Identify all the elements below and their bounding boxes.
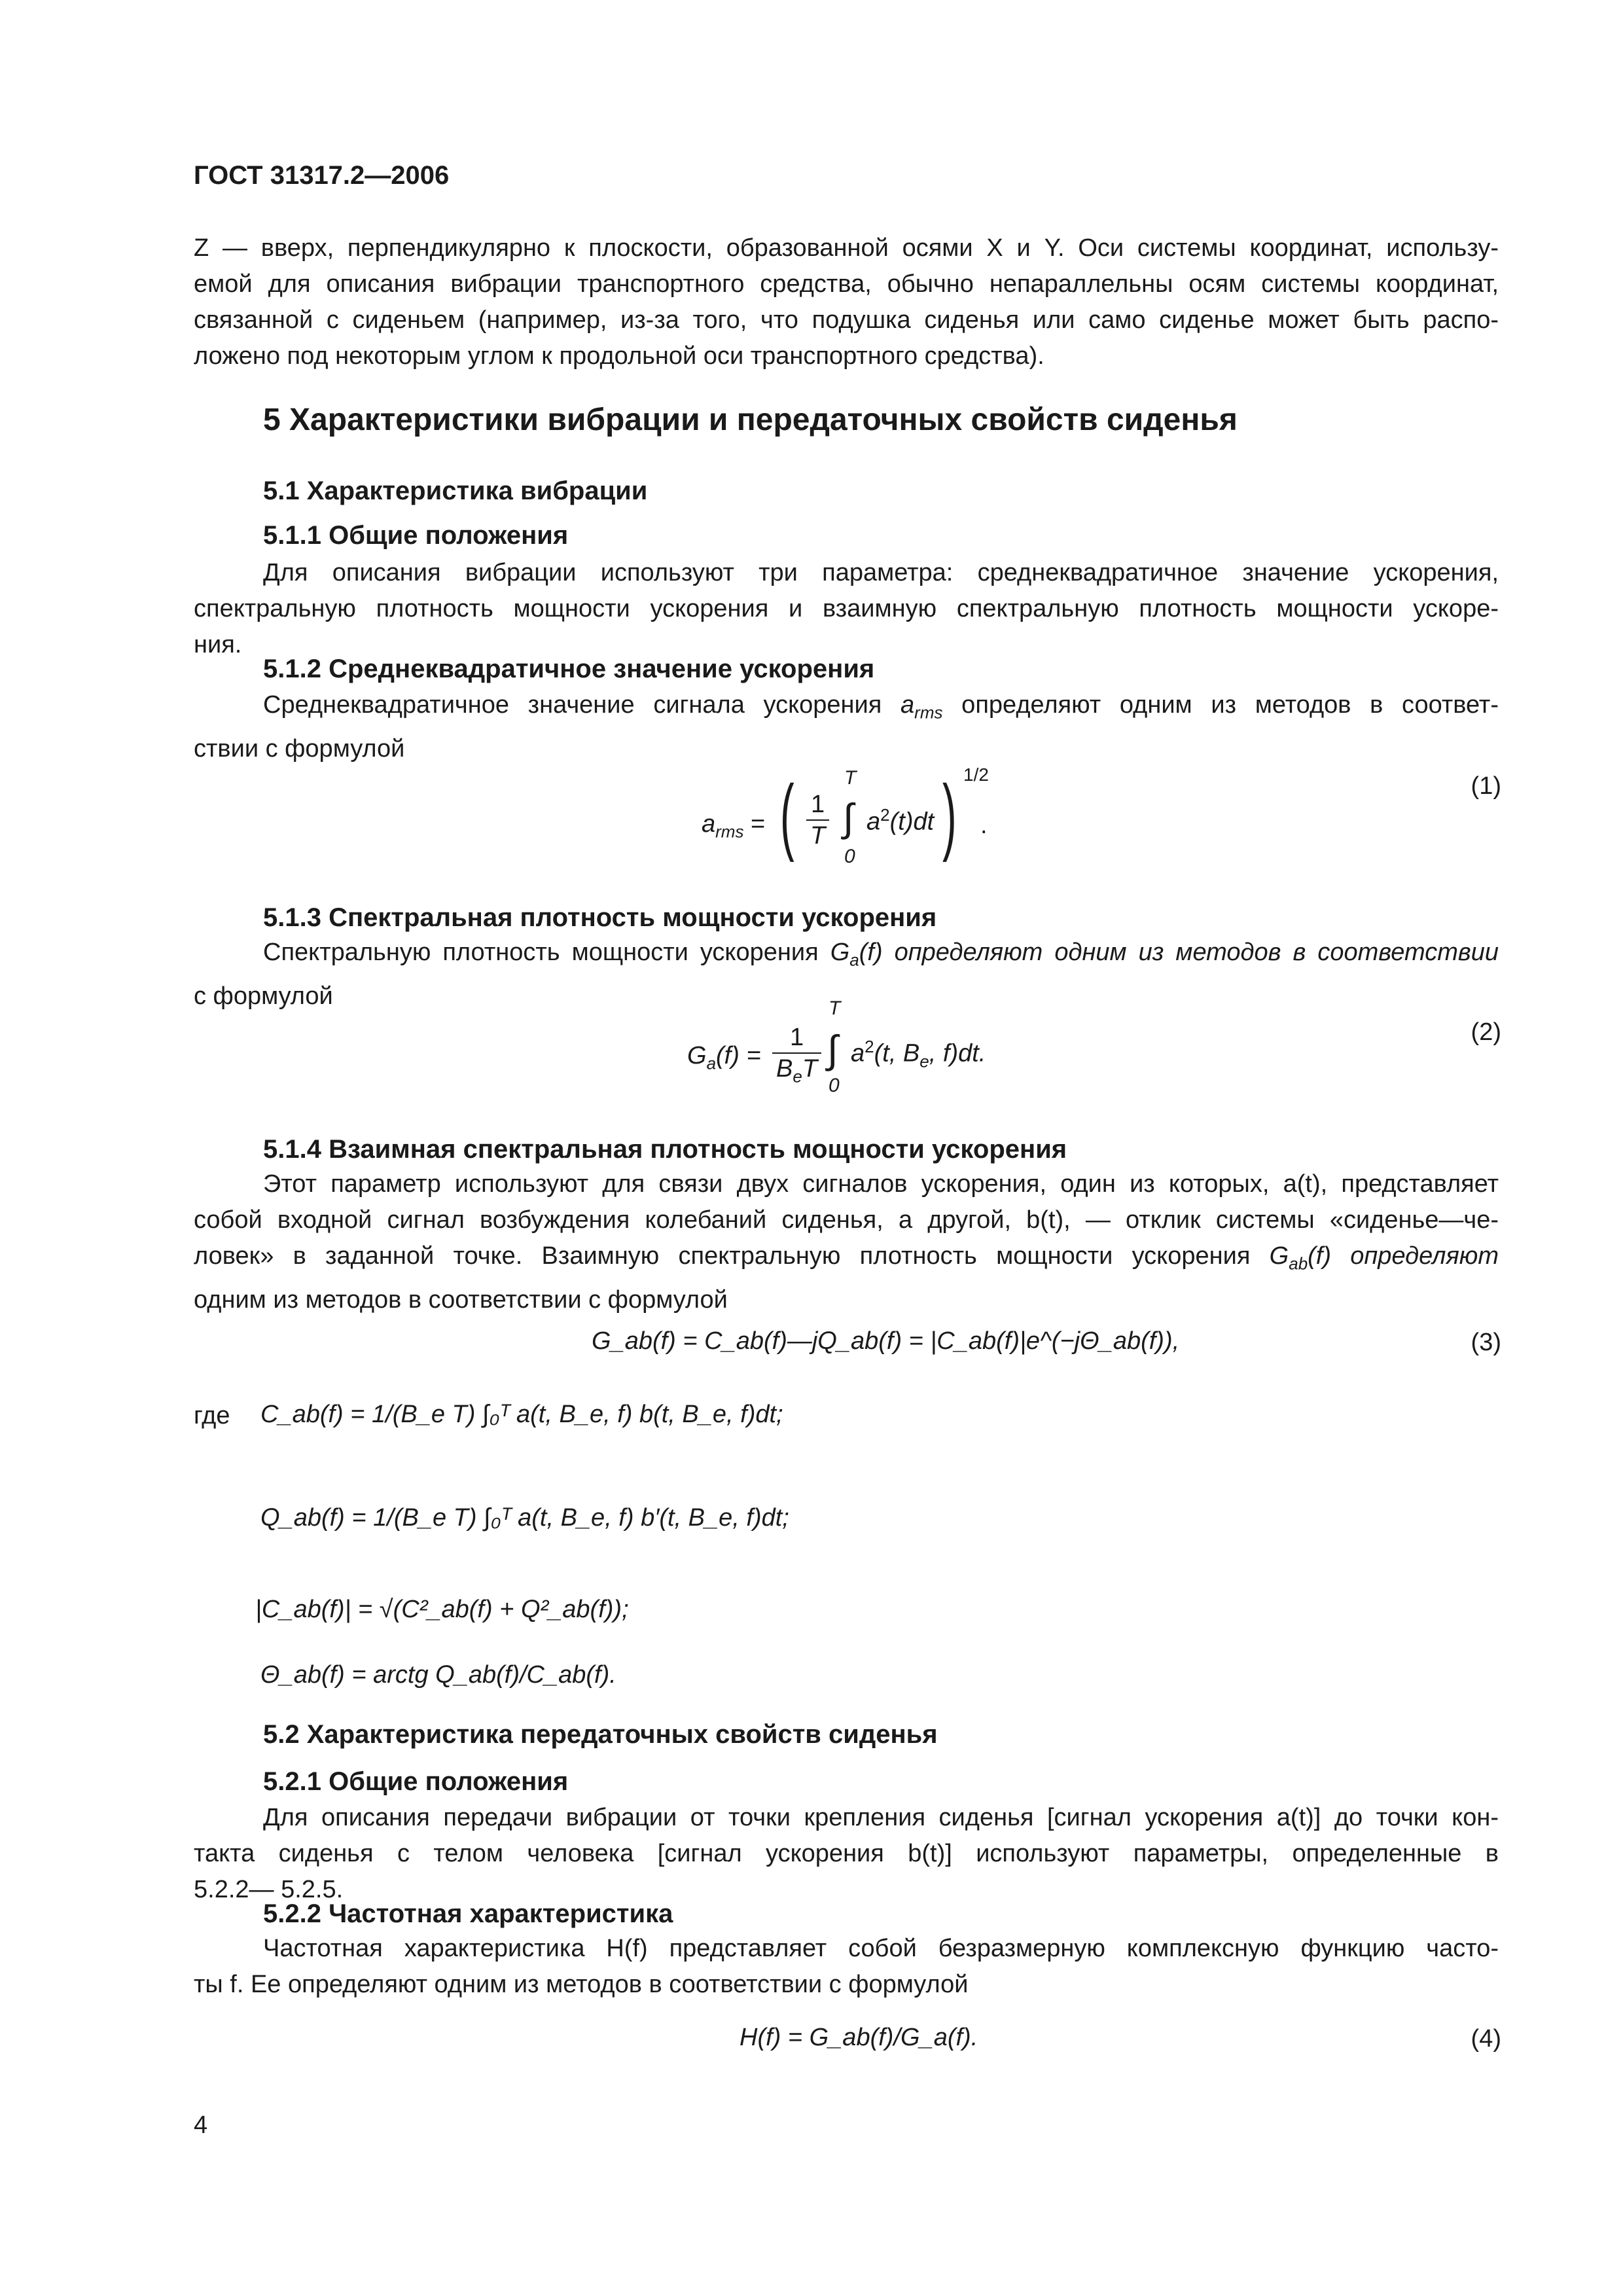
intro-paragraph bbox=[194, 230, 1499, 374]
section-heading: 5 Характеристики вибрации и передаточных свойств сиденья bbox=[263, 403, 1238, 437]
text-line: такта сиденья с телом человека [сигнал ускорения b(t)] используют параметры, определенные в bbox=[194, 1840, 1499, 1867]
paragraph bbox=[194, 1800, 1499, 1908]
text-line: емой для описания вибрации транспортного средства, обычно непараллельны осям системы координат, bbox=[194, 270, 1499, 298]
subsection-heading: 5.2 Характеристика передаточных свойств сиденья bbox=[263, 1720, 938, 1749]
text-line: одним из методов в соответствии с формулой bbox=[194, 1285, 728, 1314]
text-line: Частотная характеристика H(f) представляет собой безразмерную комплексную функцию часто- bbox=[263, 1935, 1499, 1962]
subsection-heading: 5.2.1 Общие положения bbox=[263, 1767, 569, 1796]
equation-number: (3) bbox=[1471, 1329, 1501, 1356]
text-line: Спектральную плотность мощности ускорения $G_a(f)$ определяют одним из методов в соответствии bbox=[263, 939, 1499, 970]
text-line: Для описания вибрации используют три параметра: среднеквадратичное значение ускорения, bbox=[263, 559, 1499, 586]
definition-c-ab: C_ab(f) = 1/(B_e T) ∫₀ᵀ a(t, B_e, f) b(t, B_e, f)dt; bbox=[260, 1401, 783, 1428]
text-line: Для описания передачи вибрации от точки крепления сиденья [сигнал ускорения a(t)] до точки кон- bbox=[263, 1804, 1499, 1831]
where-label: где bbox=[194, 1402, 230, 1429]
subsection-heading: 5.1.2 Среднеквадратичное значение ускорения bbox=[263, 655, 875, 683]
equation-4: H(f) = G_ab(f)/G_a(f). bbox=[740, 2024, 978, 2051]
page-number: 4 bbox=[194, 2111, 208, 2139]
subsection-heading: 5.1.1 Общие положения bbox=[263, 521, 569, 550]
document-number: ГОСТ 31317.2—2006 bbox=[194, 161, 450, 190]
text-line: ствии с формулой bbox=[194, 734, 405, 762]
text-line: 5.2.2— 5.2.5. bbox=[194, 1876, 344, 1903]
text-line: Среднеквадратичное значение сигнала ускорения $a_{rms}$ определяют одним из методов в соответ- bbox=[263, 691, 1499, 723]
text-line: ловек» в заданной точке. Взаимную спектральную плотность мощности ускорения $G_{ab}(f)$ определяют bbox=[194, 1242, 1499, 1274]
equation-number: (1) bbox=[1471, 772, 1501, 800]
paragraph bbox=[194, 687, 1499, 767]
equation-number: (2) bbox=[1471, 1018, 1501, 1046]
subsection-heading: 5.2.2 Частотная характеристика bbox=[263, 1899, 673, 1928]
text-line: связанной с сиденьем (например, из-за того, что подушка сиденья или само сиденье может быть распо- bbox=[194, 306, 1499, 334]
text-line: ты f. Ее определяют одним из методов в соответствии с формулой bbox=[194, 1971, 969, 1998]
text-line: Этот параметр используют для связи двух сигналов ускорения, один из которых, a(t), представляет bbox=[263, 1170, 1499, 1198]
text-line: с формулой bbox=[194, 982, 333, 1010]
definition-q-ab: Q_ab(f) = 1/(B_e T) ∫₀ᵀ a(t, B_e, f) b′(t, B_e, f)dt; bbox=[260, 1504, 789, 1532]
paragraph bbox=[194, 935, 1499, 1014]
text-line: спектральную плотность мощности ускорения и взаимную спектральную плотность мощности ускоре- bbox=[194, 595, 1499, 622]
paragraph bbox=[194, 1931, 1499, 2003]
equation-number: (4) bbox=[1471, 2025, 1501, 2053]
text-line: Z — вверх, перпендикулярно к плоскости, образованной осями X и Y. Оси системы координат, использу- bbox=[194, 234, 1499, 262]
subsection-heading: 5.1.4 Взаимная спектральная плотность мощности ускорения bbox=[263, 1135, 1067, 1164]
text-line: ложено под некоторым углом к продольной оси транспортного средства). bbox=[194, 342, 1044, 370]
paragraph bbox=[194, 555, 1499, 663]
text-line: ния. bbox=[194, 631, 242, 658]
subsection-heading: 5.1 Характеристика вибрации bbox=[263, 476, 648, 505]
definition-abs-c-ab: |C_ab(f)| = √(C²_ab(f) + Q²_ab(f)); bbox=[255, 1596, 629, 1623]
paragraph bbox=[194, 1166, 1499, 1318]
text-line: собой входной сигнал возбуждения колебаний сиденья, а другой, b(t), — отклик системы «сиденье—че- bbox=[194, 1206, 1499, 1234]
subsection-heading: 5.1.3 Спектральная плотность мощности ускорения bbox=[263, 903, 937, 932]
equation-3: G_ab(f) = C_ab(f)—jQ_ab(f) = |C_ab(f)|e^(−jΘ_ab(f)), bbox=[592, 1327, 1180, 1355]
definition-theta-ab: Θ_ab(f) = arctg Q_ab(f)/C_ab(f). bbox=[260, 1661, 616, 1689]
